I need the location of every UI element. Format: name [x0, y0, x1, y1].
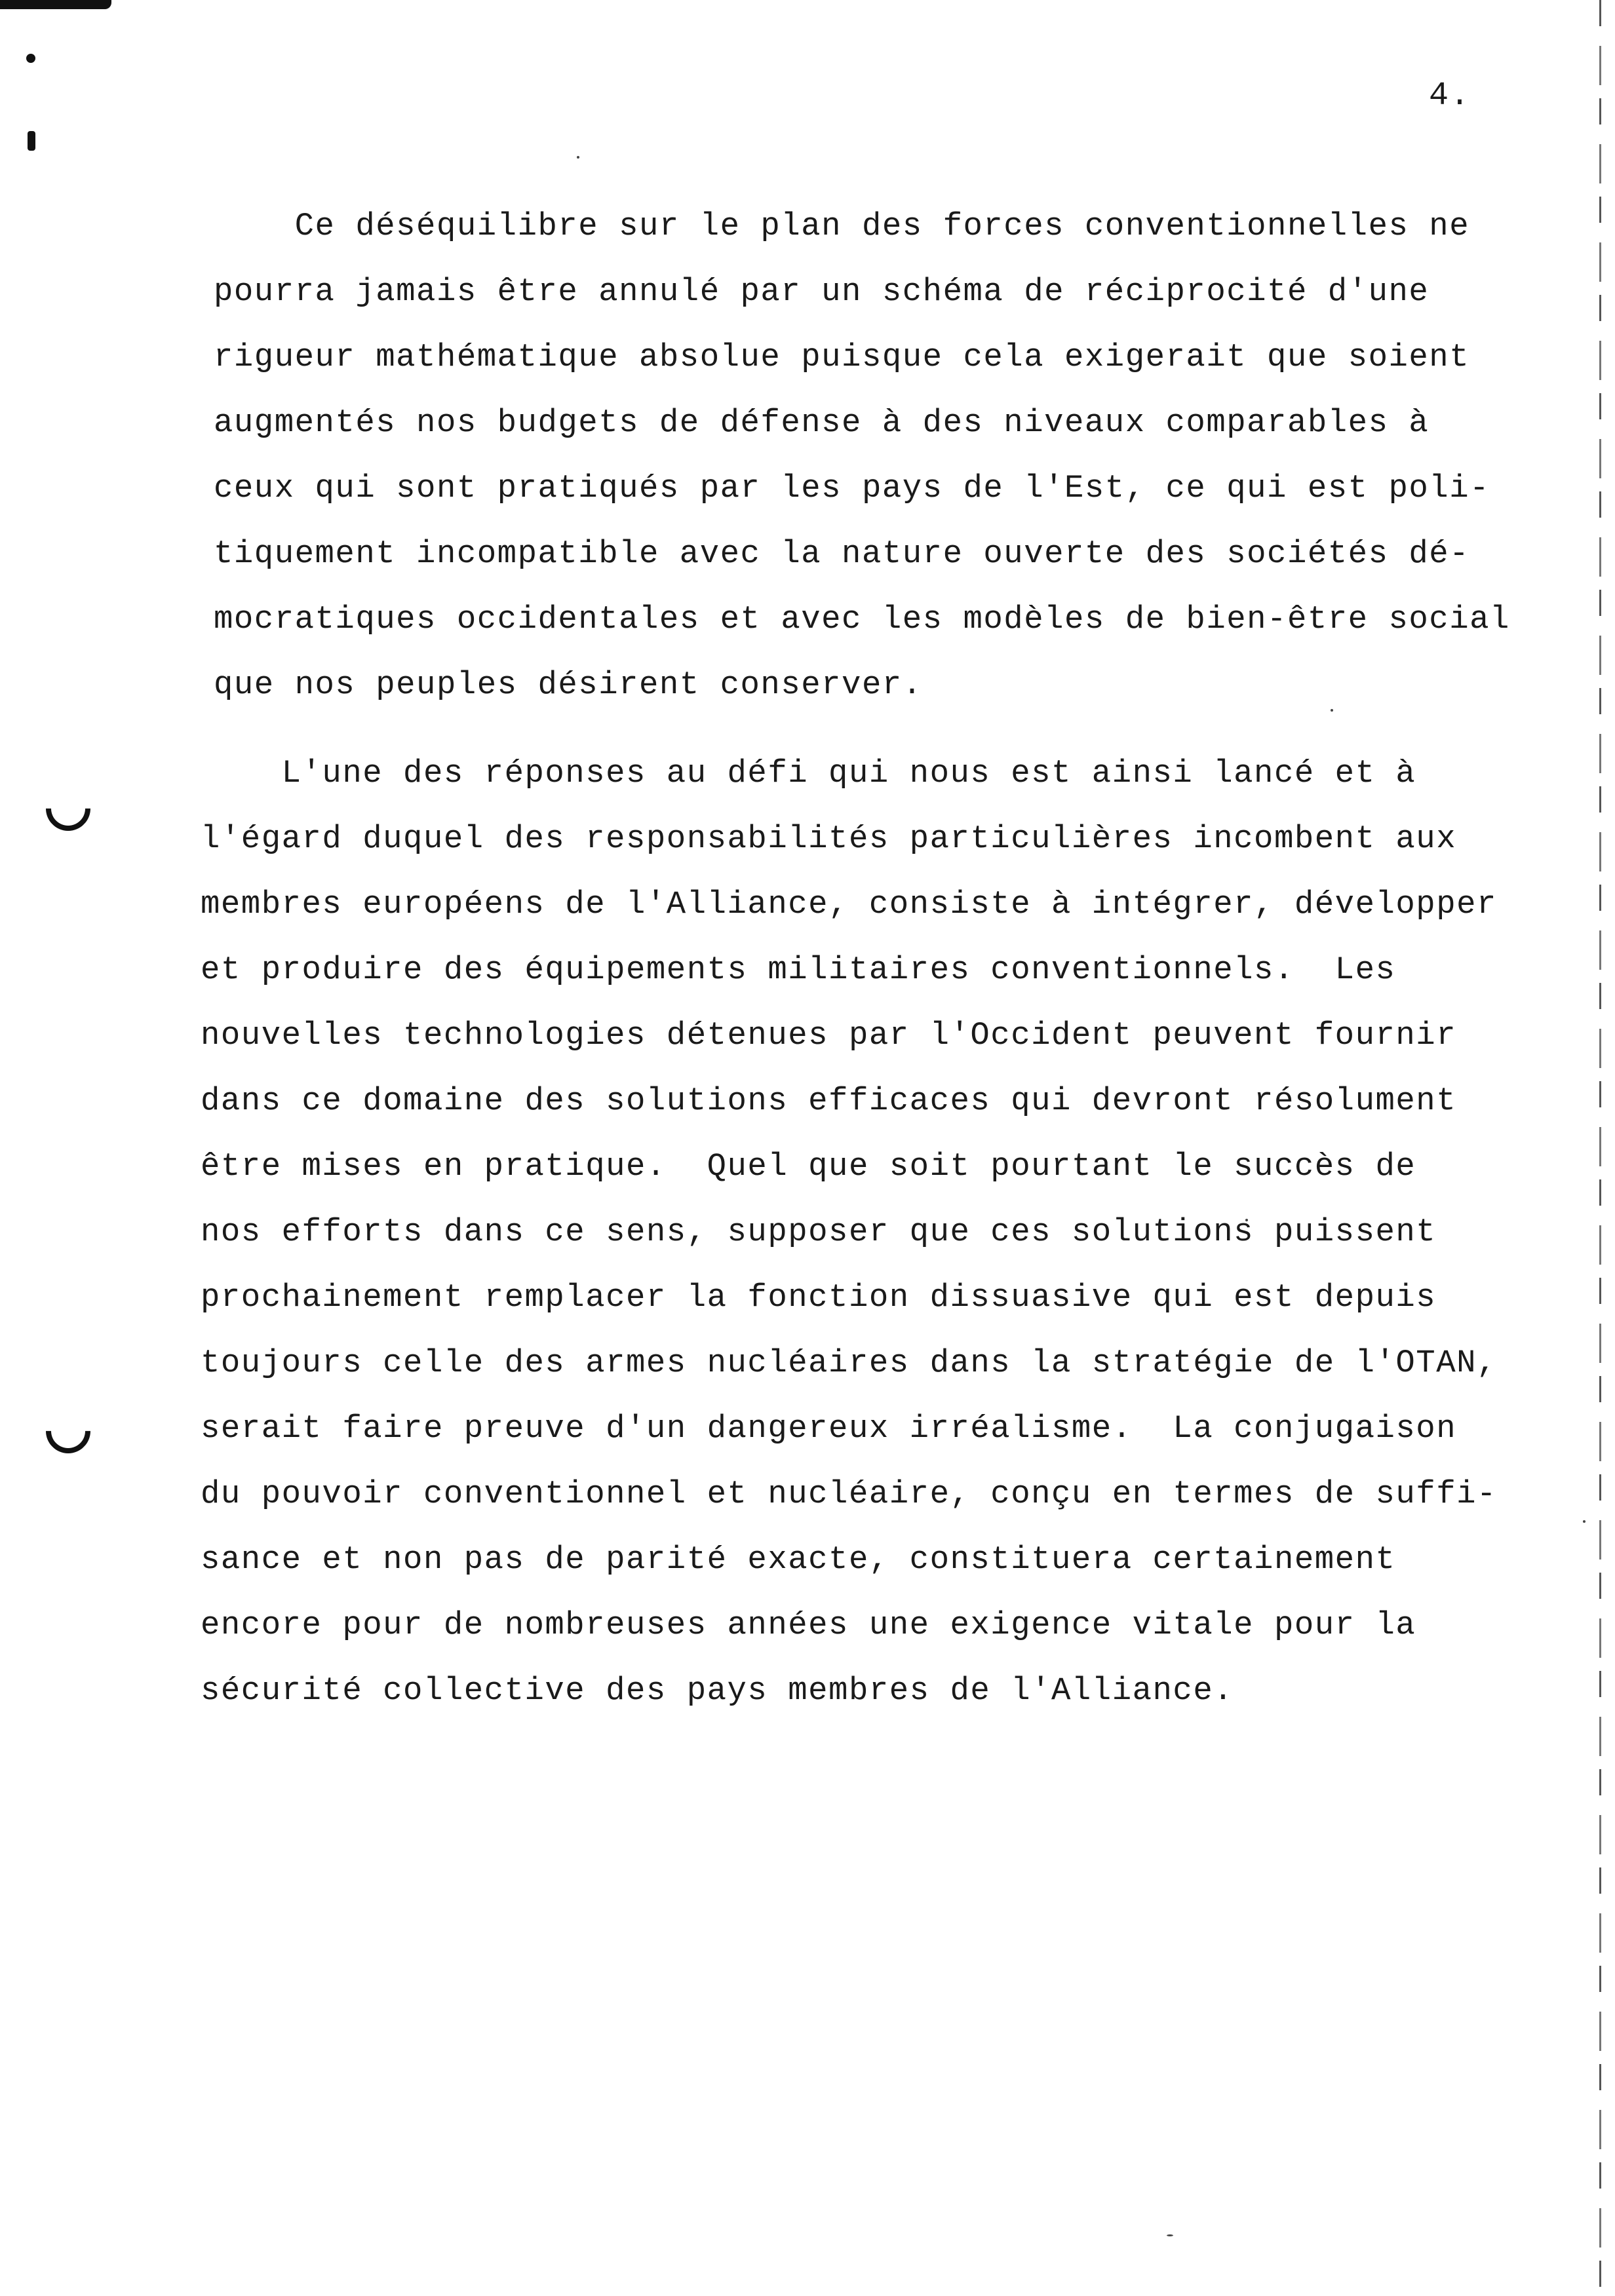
scan-right-edge: [1599, 0, 1601, 2296]
text-line: l'égard duquel des responsabilités particulières incombent aux: [201, 820, 1457, 857]
text-line: être mises en pratique. Quel que soit pourtant le succès de: [201, 1148, 1416, 1185]
text-line: du pouvoir conventionnel et nucléaire, conçu en termes de suffi-: [201, 1476, 1497, 1512]
text-line: Ce déséquilibre sur le plan des forces conventionnelles ne: [214, 208, 1470, 244]
text-line: pourra jamais être annulé par un schéma de réciprocité d'une: [214, 273, 1430, 310]
paragraph: [201, 740, 1497, 1723]
text-line: sance et non pas de parité exacte, constituera certainement: [201, 1541, 1396, 1578]
text-line: encore pour de nombreuses années une exigence vitale pour la: [201, 1607, 1416, 1643]
text-line: nouvelles technologies détenues par l'Occident peuvent fournir: [201, 1017, 1457, 1054]
text-line: ceux qui sont pratiqués par les pays de l'Est, ce qui est poli-: [214, 470, 1490, 507]
page-number: 4.: [1429, 77, 1471, 115]
text-line: nos efforts dans ce sens, supposer que ces solutions puissent: [201, 1214, 1437, 1250]
text-line: tiquement incompatible avec la nature ouverte des sociétés dé-: [214, 535, 1470, 572]
text-line: membres européens de l'Alliance, consiste à intégrer, développer: [201, 886, 1497, 923]
text-line: prochainement remplacer la fonction dissuasive qui est depuis: [201, 1279, 1437, 1316]
text-line: L'une des réponses au défi qui nous est ainsi lancé et à: [201, 755, 1416, 792]
text-line: et produire des équipements militaires conventionnels. Les: [201, 951, 1396, 988]
text-line: mocratiques occidentales et avec les modèles de bien-être social: [214, 601, 1510, 638]
scan-dot: [28, 131, 35, 151]
scan-dot: [26, 54, 35, 63]
scan-speck: [1167, 2234, 1173, 2236]
text-line: dans ce domaine des solutions efficaces qui devront résolument: [201, 1082, 1457, 1119]
scan-speck: [1583, 1520, 1586, 1523]
text-line: augmentés nos budgets de défense à des niveaux comparables à: [214, 404, 1430, 441]
text-line: rigueur mathématique absolue puisque cela exigerait que soient: [214, 339, 1470, 375]
scan-corner-mark: [0, 0, 111, 9]
punch-hole-mark: [37, 1400, 100, 1463]
text-line: toujours celle des armes nucléaires dans la stratégie de l'OTAN,: [201, 1345, 1497, 1381]
text-line: serait faire preuve d'un dangereux irréalisme. La conjugaison: [201, 1410, 1457, 1447]
scan-speck: [577, 156, 579, 159]
paragraph: [214, 193, 1510, 718]
punch-hole-mark: [37, 777, 100, 840]
text-line: que nos peuples désirent conserver.: [214, 666, 923, 703]
text-line: sécurité collective des pays membres de l'Alliance.: [201, 1672, 1234, 1709]
